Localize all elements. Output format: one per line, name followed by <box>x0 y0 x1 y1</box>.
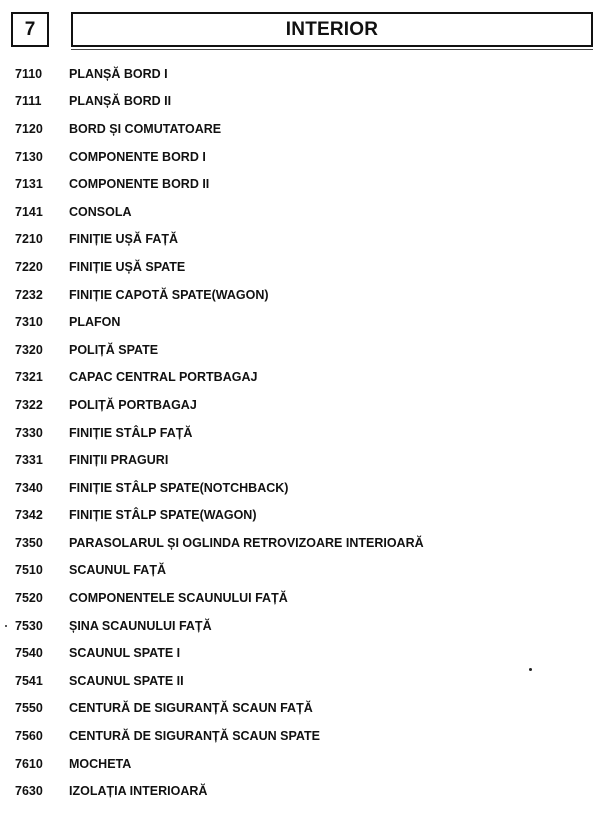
print-speck <box>529 668 532 671</box>
toc-code: 7610 <box>15 756 43 771</box>
toc-row <box>0 226 595 254</box>
toc-label: POLIȚĂ SPATE <box>69 342 159 357</box>
toc-label: COMPONENTELE SCAUNULUI FAȚĂ <box>69 591 288 606</box>
toc-code: 7630 <box>15 784 43 799</box>
toc-label: ȘINA SCAUNULUI FAȚĂ <box>69 618 212 633</box>
toc-row <box>0 474 595 502</box>
toc-row <box>0 584 595 612</box>
toc-code: 7350 <box>15 535 43 550</box>
toc-row <box>0 612 595 640</box>
toc-code: 7130 <box>15 149 43 164</box>
toc-label: FINIȚIE STÂLP SPATE(NOTCHBACK) <box>69 480 289 495</box>
toc-row <box>0 750 595 778</box>
toc-row <box>0 722 595 750</box>
toc-code: 7520 <box>15 591 43 606</box>
toc-row <box>0 502 595 530</box>
toc-label: IZOLAȚIA INTERIOARĂ <box>69 784 208 799</box>
toc-label: PLANȘĂ BORD II <box>69 94 172 109</box>
toc-row <box>0 60 595 88</box>
toc-code: 7560 <box>15 729 43 744</box>
toc-row <box>0 143 595 171</box>
toc-code: 7232 <box>15 287 43 302</box>
toc-code: 7120 <box>15 121 43 136</box>
toc-row <box>0 446 595 474</box>
toc-code: 7342 <box>15 508 43 523</box>
toc-row <box>0 364 595 392</box>
toc-label: FINIȚIE CAPOTĂ SPATE(WAGON) <box>69 287 269 302</box>
section-number: 7 <box>24 18 36 40</box>
toc-code: 7510 <box>15 563 43 578</box>
toc-row <box>0 419 595 447</box>
section-title-box <box>71 12 593 47</box>
print-speck <box>5 625 7 627</box>
toc-code: 7540 <box>15 646 43 661</box>
toc-row <box>0 667 595 695</box>
toc-label: CENTURĂ DE SIGURANȚĂ SCAUN SPATE <box>69 729 320 744</box>
toc-label: SCAUNUL FAȚĂ <box>69 563 166 578</box>
toc-label: FINIȚIE UȘĂ FAȚĂ <box>69 232 179 247</box>
toc-label: FINIȚIE STÂLP SPATE(WAGON) <box>69 508 257 523</box>
toc-code: 7111 <box>15 94 42 109</box>
toc-row <box>0 88 595 116</box>
toc-code: 7550 <box>15 701 43 716</box>
toc-label: COMPONENTE BORD I <box>69 149 206 164</box>
toc-code: 7320 <box>15 342 43 357</box>
toc-code: 7541 <box>15 673 43 688</box>
toc-label: CONSOLA <box>69 204 132 219</box>
toc-row <box>0 777 595 805</box>
toc-row <box>0 253 595 281</box>
toc-code: 7321 <box>15 370 43 385</box>
toc-row <box>0 695 595 723</box>
toc-label: PLAFON <box>69 315 121 330</box>
toc-code: 7310 <box>15 315 43 330</box>
toc-row <box>0 557 595 585</box>
toc-code: 7330 <box>15 425 43 440</box>
toc-code: 7210 <box>15 232 43 247</box>
toc-row <box>0 391 595 419</box>
toc-label: BORD ȘI COMUTATOARE <box>69 121 222 136</box>
toc-label: SCAUNUL SPATE II <box>69 673 184 688</box>
toc-code: 7220 <box>15 259 43 274</box>
toc-label: COMPONENTE BORD II <box>69 177 210 192</box>
toc-label: POLIȚĂ PORTBAGAJ <box>69 397 197 412</box>
toc-code: 7141 <box>15 204 43 219</box>
toc-code: 7331 <box>15 453 43 468</box>
toc-row <box>0 198 595 226</box>
toc-label: FINIȚIE UȘĂ SPATE <box>69 259 186 274</box>
section-title: INTERIOR <box>285 18 379 40</box>
toc-label: SCAUNUL SPATE I <box>69 646 181 661</box>
toc-row <box>0 529 595 557</box>
toc-row <box>0 281 595 309</box>
toc-label: CENTURĂ DE SIGURANȚĂ SCAUN FAȚĂ <box>69 701 313 716</box>
toc-code: 7322 <box>15 397 43 412</box>
toc-label: PLANȘĂ BORD I <box>69 66 168 81</box>
toc-row <box>0 639 595 667</box>
toc-label: CAPAC CENTRAL PORTBAGAJ <box>69 370 258 385</box>
toc-label: PARASOLARUL ȘI OGLINDA RETROVIZOARE INTERIOARĂ <box>69 535 424 550</box>
toc-label: MOCHETA <box>69 756 132 771</box>
toc-code: 7340 <box>15 480 43 495</box>
section-number-box <box>11 12 49 47</box>
toc-code: 7110 <box>15 66 43 81</box>
toc-label: FINIȚIE STÂLP FAȚĂ <box>69 425 193 440</box>
toc-row <box>0 170 595 198</box>
toc-row <box>0 336 595 364</box>
toc-code: 7131 <box>15 177 43 192</box>
toc-row <box>0 308 595 336</box>
toc-row <box>0 115 595 143</box>
table-of-contents <box>0 60 595 805</box>
toc-label: FINIȚII PRAGURI <box>69 453 169 468</box>
toc-code: 7530 <box>15 618 43 633</box>
